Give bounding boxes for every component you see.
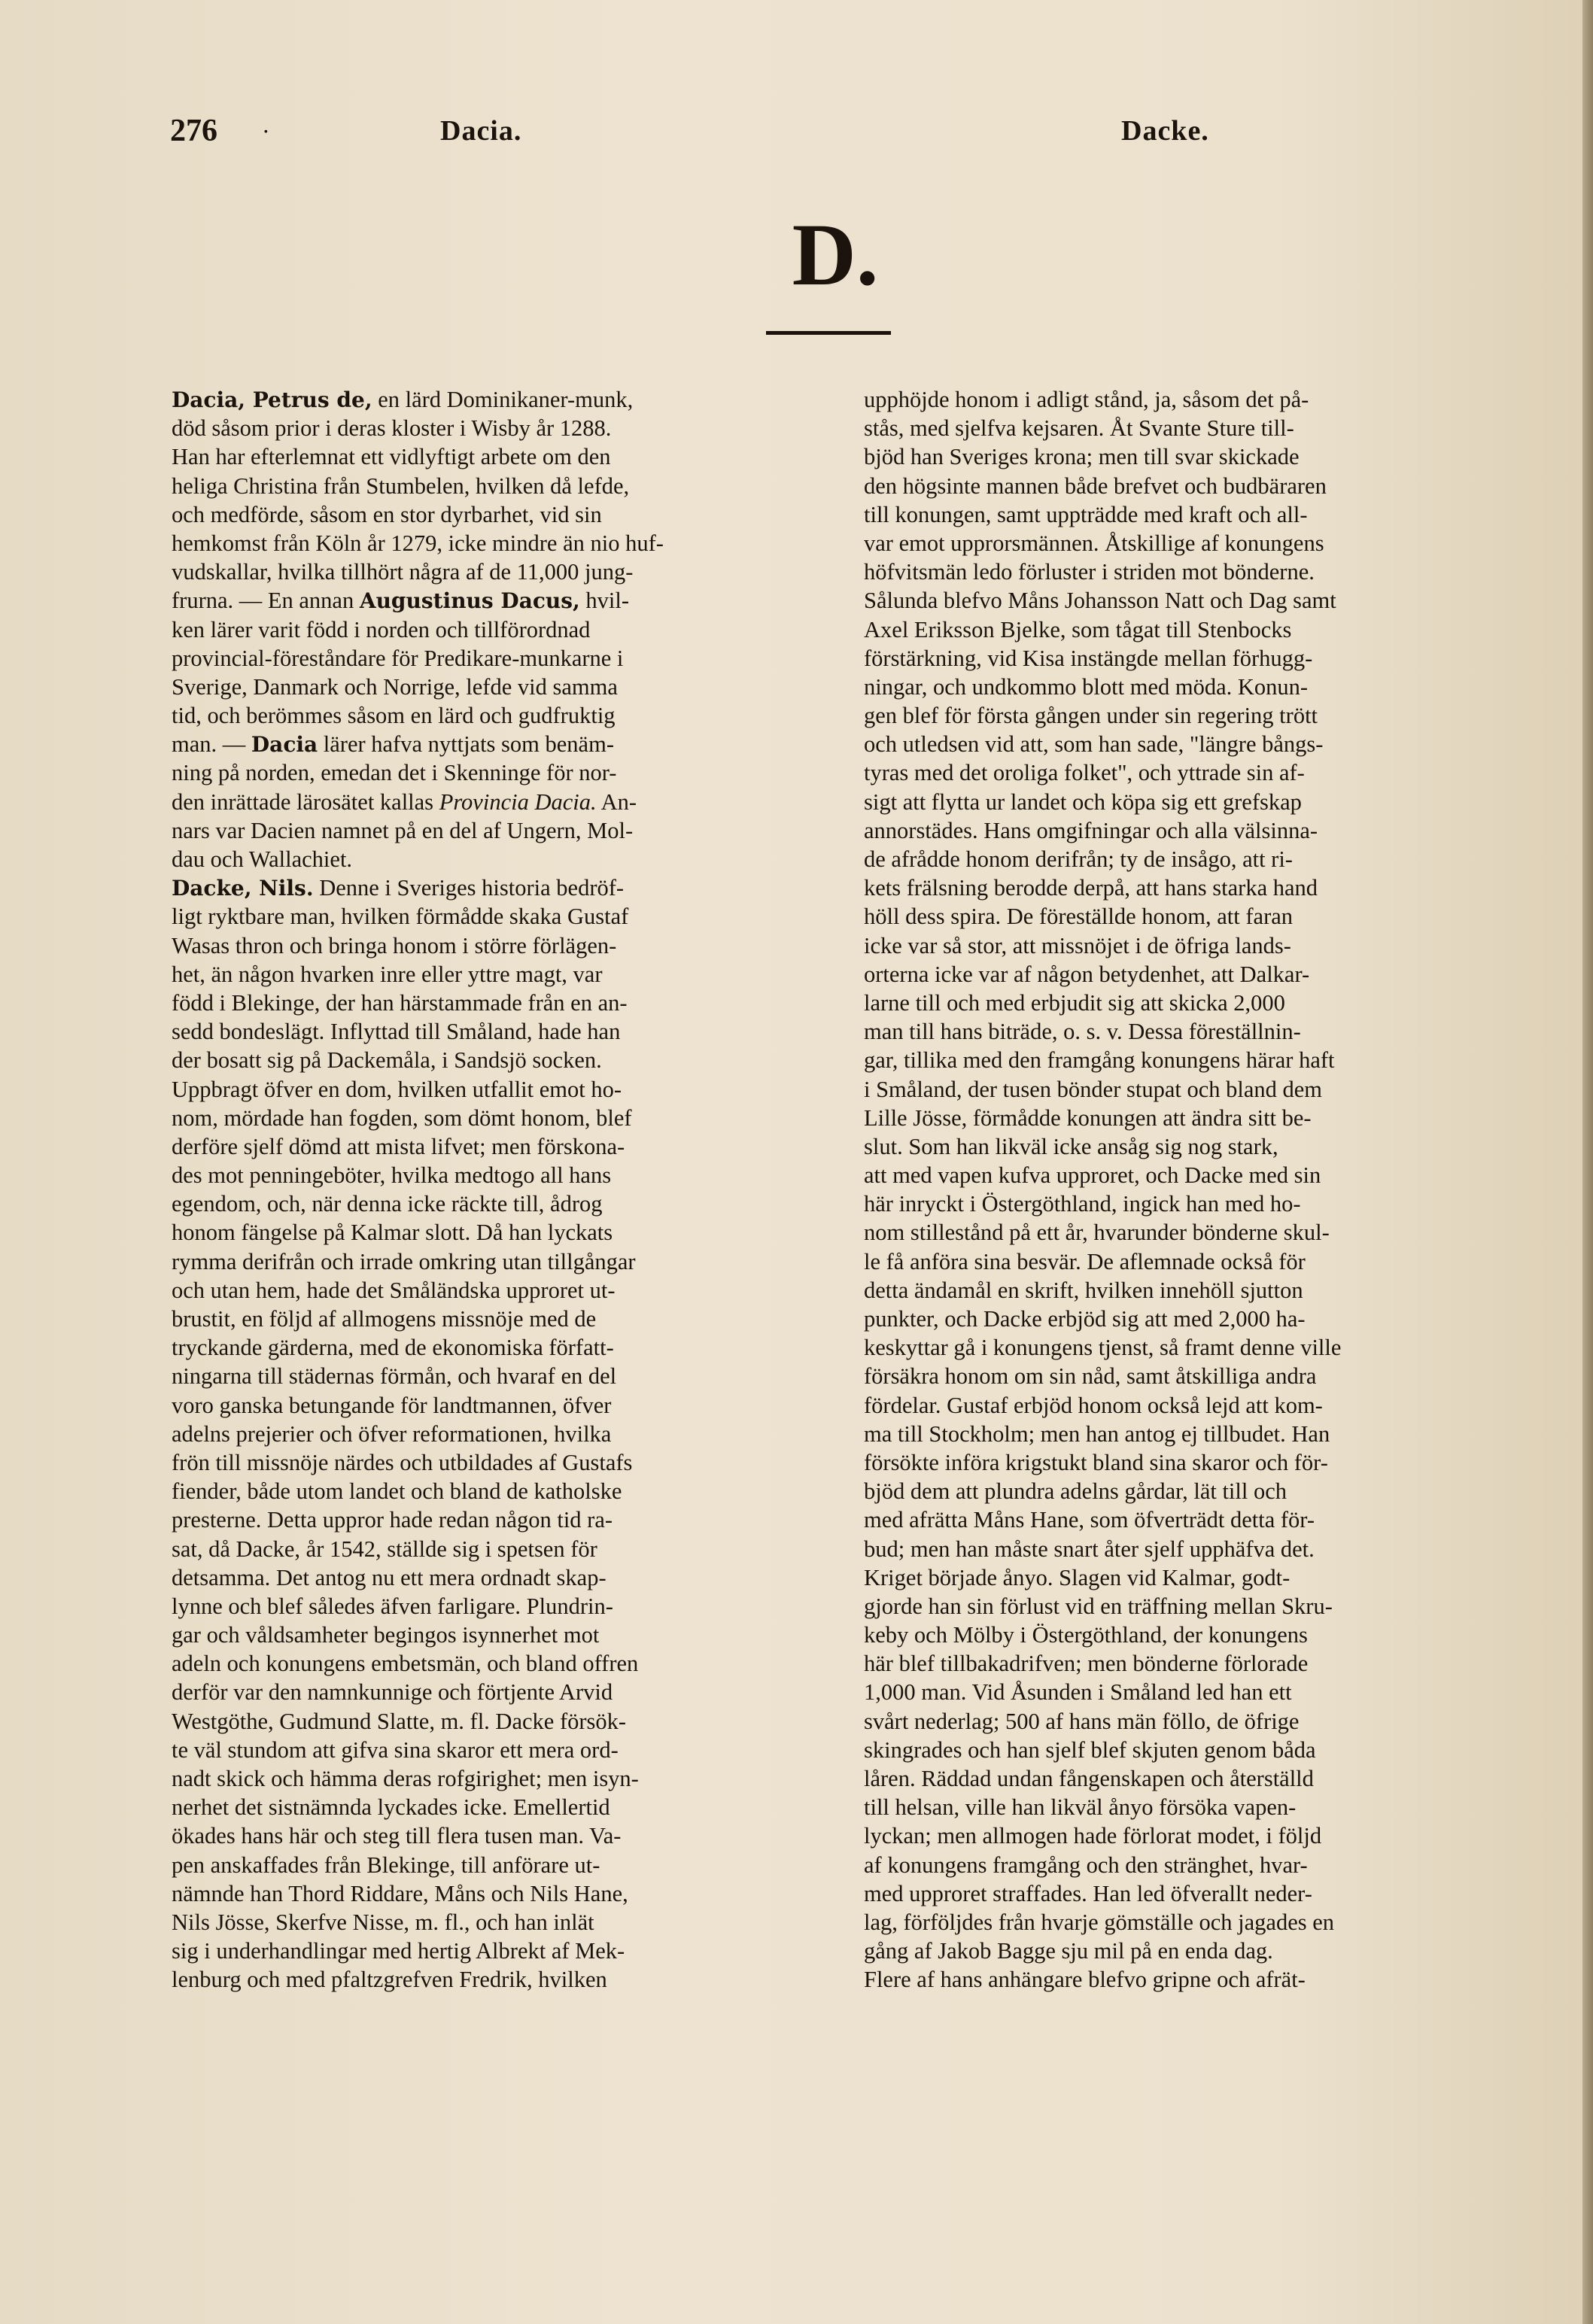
text-run: försäkra honom om sin nåd, samt åtskilliga andra — [864, 1363, 1317, 1390]
text-line — [864, 960, 1515, 989]
text-line — [864, 1736, 1515, 1764]
text-run: sig i underhandlingar med hertig Albrekt af Mek- — [172, 1938, 625, 1964]
text-line — [864, 1075, 1515, 1104]
text-run: keskyttar gå i konungens tjenst, så framt denne ville — [864, 1335, 1342, 1361]
text-line — [172, 816, 817, 845]
text-line — [864, 902, 1515, 931]
text-run: död såsom prior i deras kloster i Wisby år 1288. — [172, 415, 612, 442]
text-line — [864, 1104, 1515, 1132]
text-run: pen anskaffades från Blekinge, till anförare ut- — [172, 1852, 600, 1878]
text-run: ningarna till städernas förmån, och hvaraf en del — [172, 1363, 617, 1390]
text-line — [864, 1161, 1515, 1189]
running-head — [0, 113, 1593, 158]
text-line — [864, 1477, 1515, 1505]
text-line — [172, 758, 817, 787]
text-line — [864, 1764, 1515, 1793]
text-run: ken lärer varit född i norden och tillförordnad — [172, 616, 591, 643]
text-run: bud; men han måste snart åter sjelf upphäfva det. — [864, 1536, 1315, 1562]
text-line — [172, 385, 817, 414]
text-run: bjöd dem att plundra adelns gårdar, lät till och — [864, 1478, 1287, 1505]
text-run: voro ganska betungande för landtmannen, öfver — [172, 1392, 612, 1418]
text-run: frurna. — En annan — [172, 588, 360, 614]
text-line — [864, 1505, 1515, 1534]
text-run: i Småland, der tusen bönder stupat och bland dem — [864, 1076, 1323, 1102]
text-run: provincial-föreståndare för Predikare-munkarne i — [172, 645, 624, 671]
headword: Dacke, Nils. — [172, 876, 314, 901]
text-run: tryckande gärderna, med de ekonomiska författ- — [172, 1335, 614, 1361]
text-run: sat, då Dacke, år 1542, ställde sig i spetsen för — [172, 1536, 597, 1562]
text-line — [172, 1965, 817, 1994]
text-run: höll dess spira. De föreställde honom, att faran — [864, 904, 1294, 930]
text-line — [864, 1276, 1515, 1305]
text-line — [864, 873, 1515, 902]
text-run: presterne. Detta uppror hade redan någon tid ra- — [172, 1507, 613, 1533]
text-run: hvil- — [579, 588, 629, 614]
text-line — [864, 989, 1515, 1017]
text-line — [864, 1821, 1515, 1850]
page-edge — [1582, 0, 1593, 2324]
text-line — [864, 1420, 1515, 1448]
head-separator: · — [262, 117, 270, 144]
text-run: honom fängelse på Kalmar slott. Då han lyckats — [172, 1220, 613, 1246]
text-run: Wasas thron och bringa honom i större förlägen- — [172, 932, 617, 958]
text-line — [172, 701, 817, 730]
text-run: orterna icke var af någon betydenhet, att Dalkar- — [864, 961, 1310, 987]
text-run: af konungens framgång och den stränghet, hvar- — [864, 1852, 1308, 1878]
text-line — [172, 931, 817, 960]
text-line — [172, 1017, 817, 1046]
text-line — [864, 1937, 1515, 1965]
text-run: punkter, och Dacke erbjöd sig att med 2,000 ha- — [864, 1306, 1306, 1332]
text-line — [172, 902, 817, 931]
text-run: tid, och berömmes såsom en lärd och gudfruktig — [172, 703, 616, 729]
text-line — [172, 1161, 817, 1189]
text-line — [864, 1879, 1515, 1908]
text-line — [864, 414, 1515, 442]
text-run: nerhet det sistnämnda lyckades icke. Emellertid — [172, 1794, 610, 1821]
text-line — [864, 615, 1515, 644]
text-line — [172, 1247, 817, 1276]
text-run: lynne och blef således äfven farligare. Plundrin- — [172, 1593, 613, 1619]
text-line — [172, 644, 817, 673]
text-line — [864, 1305, 1515, 1333]
text-run: adeln och konungens embetsmän, och bland offren — [172, 1651, 639, 1677]
text-line — [172, 472, 817, 500]
text-run: derför var den namnkunnige och förtjente Arvid — [172, 1679, 613, 1706]
text-line — [864, 1391, 1515, 1420]
text-run: Han har efterlemnat ett vidlyftigt arbete om den — [172, 444, 611, 470]
text-run: het, än någon hvarken inre eller yttre magt, var — [172, 961, 603, 987]
text-run: var emot upprorsmännen. Åtskillige af konungens — [864, 530, 1324, 556]
section-rule — [766, 331, 891, 335]
text-line — [172, 1362, 817, 1390]
text-run: ningar, och undkommo blott med möda. Konun- — [864, 673, 1309, 700]
text-line — [864, 673, 1515, 701]
text-line — [864, 1965, 1515, 1994]
text-run: en lärd Dominikaner-munk, — [372, 387, 634, 412]
text-line — [172, 1189, 817, 1218]
text-line — [172, 1448, 817, 1477]
text-run: de afrådde honom derifrån; ty de insågo, att ri- — [864, 846, 1293, 872]
text-line — [864, 1535, 1515, 1563]
text-run: den högsinte mannen både brefvet och budbäraren — [864, 472, 1327, 499]
text-run: Nils Jösse, Skerfve Nisse, m. fl., och han inlät — [172, 1909, 594, 1935]
text-line — [864, 1908, 1515, 1937]
text-run: te väl stundom att gifva sina skaror ett mera ord- — [172, 1736, 619, 1763]
text-run: le få anföra sina besvär. De aflemnade också för — [864, 1248, 1306, 1274]
text-line — [172, 1563, 817, 1592]
text-line — [172, 1218, 817, 1247]
text-line — [864, 1017, 1515, 1046]
text-run: Sålunda blefvo Måns Johansson Natt och Dag samt — [864, 588, 1336, 614]
text-line — [172, 1649, 817, 1678]
text-run: man till hans biträde, o. s. v. Dessa föreställnin- — [864, 1019, 1301, 1045]
text-line — [172, 1678, 817, 1706]
text-run: der bosatt sig på Dackemåla, i Sandsjö socken. — [172, 1047, 602, 1074]
text-line — [172, 1764, 817, 1793]
text-line — [172, 1908, 817, 1937]
text-run: stås, med sjelfva kejsaren. Åt Svante Sture till- — [864, 415, 1294, 442]
text-line — [172, 1793, 817, 1821]
text-run: Denne i Sveriges historia bedröf- — [313, 875, 625, 901]
text-line — [172, 1420, 817, 1448]
text-line — [172, 1333, 817, 1362]
text-line — [172, 989, 817, 1017]
text-run: kets frälsning berodde derpå, att hans starka hand — [864, 875, 1318, 901]
text-line — [864, 931, 1515, 960]
text-run: nämnde han Thord Riddare, Måns och Nils Hane, — [172, 1880, 628, 1906]
text-run: lenburg och med pfaltzgrefven Fredrik, hvilken — [172, 1967, 607, 1993]
text-line — [172, 414, 817, 442]
text-run: annorstädes. Hans omgifningar och alla välsinna- — [864, 817, 1318, 843]
text-run: egendom, och, när denna icke räckte till, ådrog — [172, 1191, 603, 1217]
text-run: fördelar. Gustaf erbjöd honom också lejd att kom- — [864, 1392, 1323, 1418]
text-line — [864, 1448, 1515, 1477]
text-run: rymma derifrån och irrade omkring utan tillgångar — [172, 1248, 636, 1274]
text-line — [172, 1821, 817, 1850]
text-line — [172, 1937, 817, 1965]
text-run: nars var Dacien namnet på en del af Ungern, Mol- — [172, 817, 634, 843]
text-run: och medförde, såsom en stor dyrbarhet, vid sin — [172, 501, 602, 527]
text-line — [172, 1535, 817, 1563]
text-run: ma till Stockholm; men han antog ej tillbudet. Han — [864, 1420, 1330, 1447]
italic-text: Provincia Dacia. — [439, 788, 597, 815]
text-line — [864, 1563, 1515, 1592]
text-line — [172, 1276, 817, 1305]
text-line — [172, 1305, 817, 1333]
text-line — [172, 673, 817, 701]
text-line — [864, 816, 1515, 845]
text-line — [172, 960, 817, 989]
text-line — [864, 385, 1515, 414]
text-run: lag, förföljdes från hvarje gömställe och jagades en — [864, 1909, 1335, 1935]
text-line — [864, 701, 1515, 730]
section-letter: D. — [792, 205, 879, 304]
text-run: upphöjde honom i adligt stånd, ja, såsom det på- — [864, 387, 1309, 412]
text-run: Flere af hans anhängare blefvo gripne och afrät- — [864, 1967, 1306, 1993]
text-line — [864, 1592, 1515, 1621]
text-run: och utan hem, hade det Småländska upproret ut- — [172, 1277, 616, 1303]
text-run: till helsan, ville han likväl ånyo försöka vapen- — [864, 1794, 1297, 1821]
text-run: Sverige, Danmark och Norrige, lefde vid samma — [172, 673, 618, 700]
text-line — [864, 1621, 1515, 1649]
text-run: derföre sjelf dömd att mista lifvet; men förskona- — [172, 1133, 625, 1159]
right-column — [864, 385, 1515, 1994]
text-run: dau och Wallachiet. — [172, 846, 353, 872]
text-line — [172, 1046, 817, 1074]
text-line — [864, 1189, 1515, 1218]
text-run: med upproret straffades. Han led öfverallt neder- — [864, 1880, 1312, 1906]
text-run: tyras med det oroliga folket", och yttrade sin af- — [864, 760, 1305, 786]
text-run: An- — [596, 788, 637, 815]
text-run: här blef tillbakadrifven; men bönderne förlorade — [864, 1651, 1309, 1677]
text-run: keby och Mölby i Östergöthland, der konungens — [864, 1622, 1308, 1648]
text-run: den inrättade lärosätet kallas — [172, 788, 439, 815]
running-head-right: Dacke. — [1121, 115, 1209, 147]
text-run: ligt ryktbare man, hvilken förmådde skaka Gustaf — [172, 904, 629, 930]
text-line — [864, 1132, 1515, 1161]
text-line — [172, 442, 817, 471]
text-run: vudskallar, hvilka tillhört några af de 11,000 jung- — [172, 559, 634, 585]
headword: Dacia, Petrus de, — [172, 387, 372, 412]
text-run: här inryckt i Östergöthland, ingick han med ho- — [864, 1191, 1301, 1217]
text-line — [864, 557, 1515, 586]
headword: Augustinus Dacus, — [359, 588, 580, 614]
left-column — [172, 385, 817, 1994]
text-run: Axel Eriksson Bjelke, som tågat till Stenbocks — [864, 616, 1292, 643]
text-line — [864, 500, 1515, 529]
text-run: förstärkning, vid Kisa instängde mellan förhugg- — [864, 645, 1313, 671]
text-line — [172, 1621, 817, 1649]
text-line — [172, 586, 817, 615]
text-run: gar och våldsamheter begingos isynnerhet mot — [172, 1622, 600, 1648]
text-run: född i Blekinge, der han härstammade från en an- — [172, 989, 628, 1016]
text-run: höfvitsmän ledo förluster i striden mot bönderne. — [864, 559, 1315, 585]
text-run: man. — — [172, 731, 251, 758]
text-line — [172, 500, 817, 529]
text-line — [864, 586, 1515, 615]
text-line — [864, 788, 1515, 816]
text-line — [864, 1046, 1515, 1074]
text-line — [864, 1793, 1515, 1821]
text-line — [864, 442, 1515, 471]
text-line — [864, 644, 1515, 673]
text-line — [172, 1736, 817, 1764]
text-run: och utledsen vid att, som han sade, "längre bångs- — [864, 731, 1324, 758]
text-line — [864, 758, 1515, 787]
text-line — [864, 1649, 1515, 1678]
text-run: försökte införa krigstukt bland sina skaror och för- — [864, 1449, 1328, 1475]
text-run: detsamma. Det antog nu ett mera ordnadt skap- — [172, 1564, 606, 1590]
text-line — [172, 1075, 817, 1104]
text-run: hemkomst från Köln år 1279, icke mindre än nio huf- — [172, 530, 664, 556]
text-line — [864, 1362, 1515, 1390]
text-run: Kriget började ånyo. Slagen vid Kalmar, godt- — [864, 1564, 1291, 1590]
text-run: gar, tillika med den framgång konungens härar haft — [864, 1047, 1335, 1074]
text-line — [172, 873, 817, 902]
text-line — [172, 557, 817, 586]
text-line — [864, 1851, 1515, 1879]
text-line — [864, 1247, 1515, 1276]
text-line — [172, 1132, 817, 1161]
text-run: sedd bondeslägt. Inflyttad till Småland, hade han — [172, 1019, 621, 1045]
text-run: lyckan; men allmogen hade förlorat modet, i följd — [864, 1823, 1322, 1849]
text-line — [172, 615, 817, 644]
text-line — [172, 1477, 817, 1505]
text-line — [172, 1505, 817, 1534]
text-run: gen blef för första gången under sin regering trött — [864, 703, 1318, 729]
text-run: detta ändamål en skrift, hvilken innehöll sjutton — [864, 1277, 1303, 1303]
text-line — [864, 1707, 1515, 1736]
text-run: sigt att flytta ur landet och köpa sig ett grefskap — [864, 788, 1302, 815]
text-line — [172, 1851, 817, 1879]
text-line — [864, 529, 1515, 557]
text-run: adelns prejerier och öfver reformationen, hvilka — [172, 1420, 612, 1447]
text-run: Westgöthe, Gudmund Slatte, m. fl. Dacke försök- — [172, 1708, 627, 1734]
text-run: larne till och med erbjudit sig att skicka 2,000 — [864, 989, 1285, 1016]
text-run: nom stillestånd på ett år, hvarunder bönderne skul- — [864, 1220, 1330, 1246]
text-run: Uppbragt öfver en dom, hvilken utfallit emot ho- — [172, 1076, 622, 1102]
text-run: slut. Som han likväl icke ansåg sig nog stark, — [864, 1133, 1278, 1159]
text-line — [864, 845, 1515, 873]
text-run: lärer hafva nyttjats som benäm- — [318, 731, 614, 758]
text-run: Lille Jösse, förmådde konungen att ändra sitt be- — [864, 1104, 1312, 1131]
text-run: gjorde han sin förlust vid en träffning mellan Skru- — [864, 1593, 1333, 1619]
text-run: nadt skick och hämma deras rofgirighet; men isyn- — [172, 1766, 639, 1791]
text-run: 1,000 man. Vid Åsunden i Småland led han ett — [864, 1679, 1292, 1706]
text-run: icke var så stor, att missnöjet i de öfriga lands- — [864, 932, 1291, 958]
text-line — [172, 1391, 817, 1420]
text-run: svårt nederlag; 500 af hans män föllo, de öfrige — [864, 1708, 1300, 1734]
text-run: des mot penningeböter, hvilka medtogo all hans — [172, 1162, 612, 1189]
text-run: heliga Christina från Stumbelen, hvilken då lefde, — [172, 472, 630, 499]
text-run: ning på norden, emedan det i Skenninge för nor- — [172, 760, 617, 786]
text-run: gång af Jakob Bagge sju mil på en enda dag. — [864, 1938, 1273, 1964]
text-run: till konungen, samt uppträdde med kraft och all- — [864, 501, 1308, 527]
text-run: frön till missnöje närdes och utbildades af Gustafs — [172, 1449, 633, 1475]
running-head-left: Dacia. — [440, 115, 522, 147]
text-line — [172, 1592, 817, 1621]
text-run: att med vapen kufva upproret, och Dacke med sin — [864, 1162, 1321, 1189]
text-run: nom, mördade han fogden, som dömt honom, blef — [172, 1104, 632, 1131]
page-number: 276 — [170, 114, 217, 148]
text-line — [864, 1678, 1515, 1706]
text-line — [172, 788, 817, 816]
headword: Dacia — [251, 732, 318, 758]
text-run: brustit, en följd af allmogens missnöje med de — [172, 1306, 597, 1332]
text-run: ökades hans här och steg till flera tusen man. Va- — [172, 1823, 622, 1849]
text-line — [172, 1707, 817, 1736]
text-run: med afrätta Måns Hane, som öfverträdt detta för- — [864, 1507, 1315, 1533]
text-line — [864, 1218, 1515, 1247]
text-line — [172, 529, 817, 557]
text-line — [172, 845, 817, 873]
text-line — [864, 472, 1515, 500]
text-run: låren. Räddad undan fångenskapen och återställd — [864, 1766, 1314, 1791]
text-run: bjöd han Sveriges krona; men till svar skickade — [864, 444, 1300, 470]
text-line — [172, 1879, 817, 1908]
text-run: fiender, både utom landet och bland de katholske — [172, 1478, 622, 1505]
text-line — [864, 1333, 1515, 1362]
text-line — [172, 730, 817, 758]
text-line — [864, 730, 1515, 758]
text-line — [172, 1104, 817, 1132]
text-run: skingrades och han sjelf blef skjuten genom båda — [864, 1736, 1316, 1763]
